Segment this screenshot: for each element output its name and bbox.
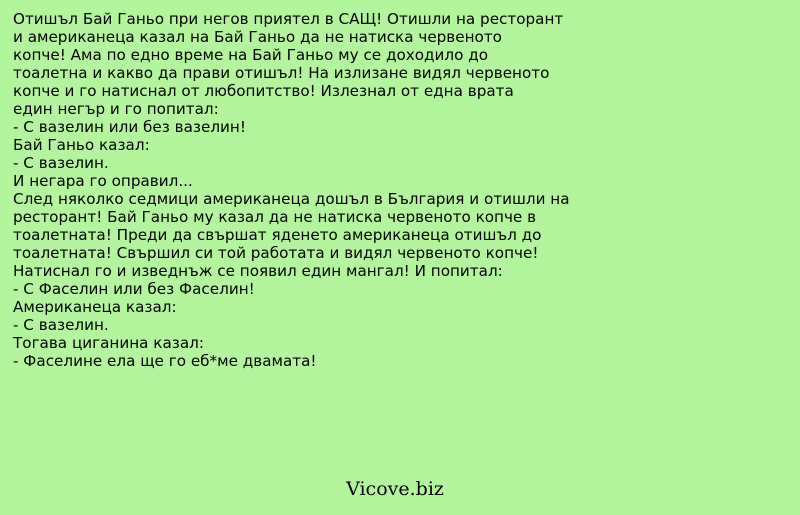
- joke-line: - Фаселине ела ще го еб*ме двамата!: [13, 352, 317, 370]
- site-watermark: Vicove.biz: [346, 478, 444, 500]
- joke-line: тоалетната! Преди да свършат яденето американеца отишъл до: [13, 226, 542, 244]
- joke-line: и американеца казал на Бай Ганьо да не натиска червеното: [13, 28, 502, 46]
- joke-line: копче! Ама по едно време на Бай Ганьо му се доходило до: [13, 46, 489, 64]
- joke-line: Бай Ганьо казал:: [13, 136, 150, 154]
- joke-line: един негър и го попитал:: [13, 100, 219, 118]
- joke-line: Тогава циганина казал:: [13, 334, 204, 352]
- joke-line: - С вазелин или без вазелин!: [13, 118, 246, 136]
- joke-line: тоалетната! Свършил си той работата и видял червеното копче!: [13, 244, 539, 262]
- joke-line: Американеца казал:: [13, 298, 177, 316]
- joke-line: - С вазелин.: [13, 316, 109, 334]
- joke-line: тоалетна и какво да прави отишъл! На излизане видял червеното: [13, 64, 550, 82]
- joke-line: копче и го натиснал от любопитство! Излезнал от една врата: [13, 82, 514, 100]
- joke-line: - С вазелин.: [13, 154, 109, 172]
- joke-text: [13, 10, 798, 370]
- joke-line: ресторант! Бай Ганьо му казал да не натиска червеното копче в: [13, 208, 537, 226]
- joke-line: Отишъл Бай Ганьо при негов приятел в САЩ! Отишли на ресторант: [13, 10, 564, 28]
- joke-line: Натиснал го и изведнъж се появил един мангал! И попитал:: [13, 262, 503, 280]
- joke-line: След няколко седмици американеца дошъл в България и отишли на: [13, 190, 570, 208]
- joke-line: И негара го оправил...: [13, 172, 193, 190]
- joke-line: - С Фаселин или без Фаселин!: [13, 280, 255, 298]
